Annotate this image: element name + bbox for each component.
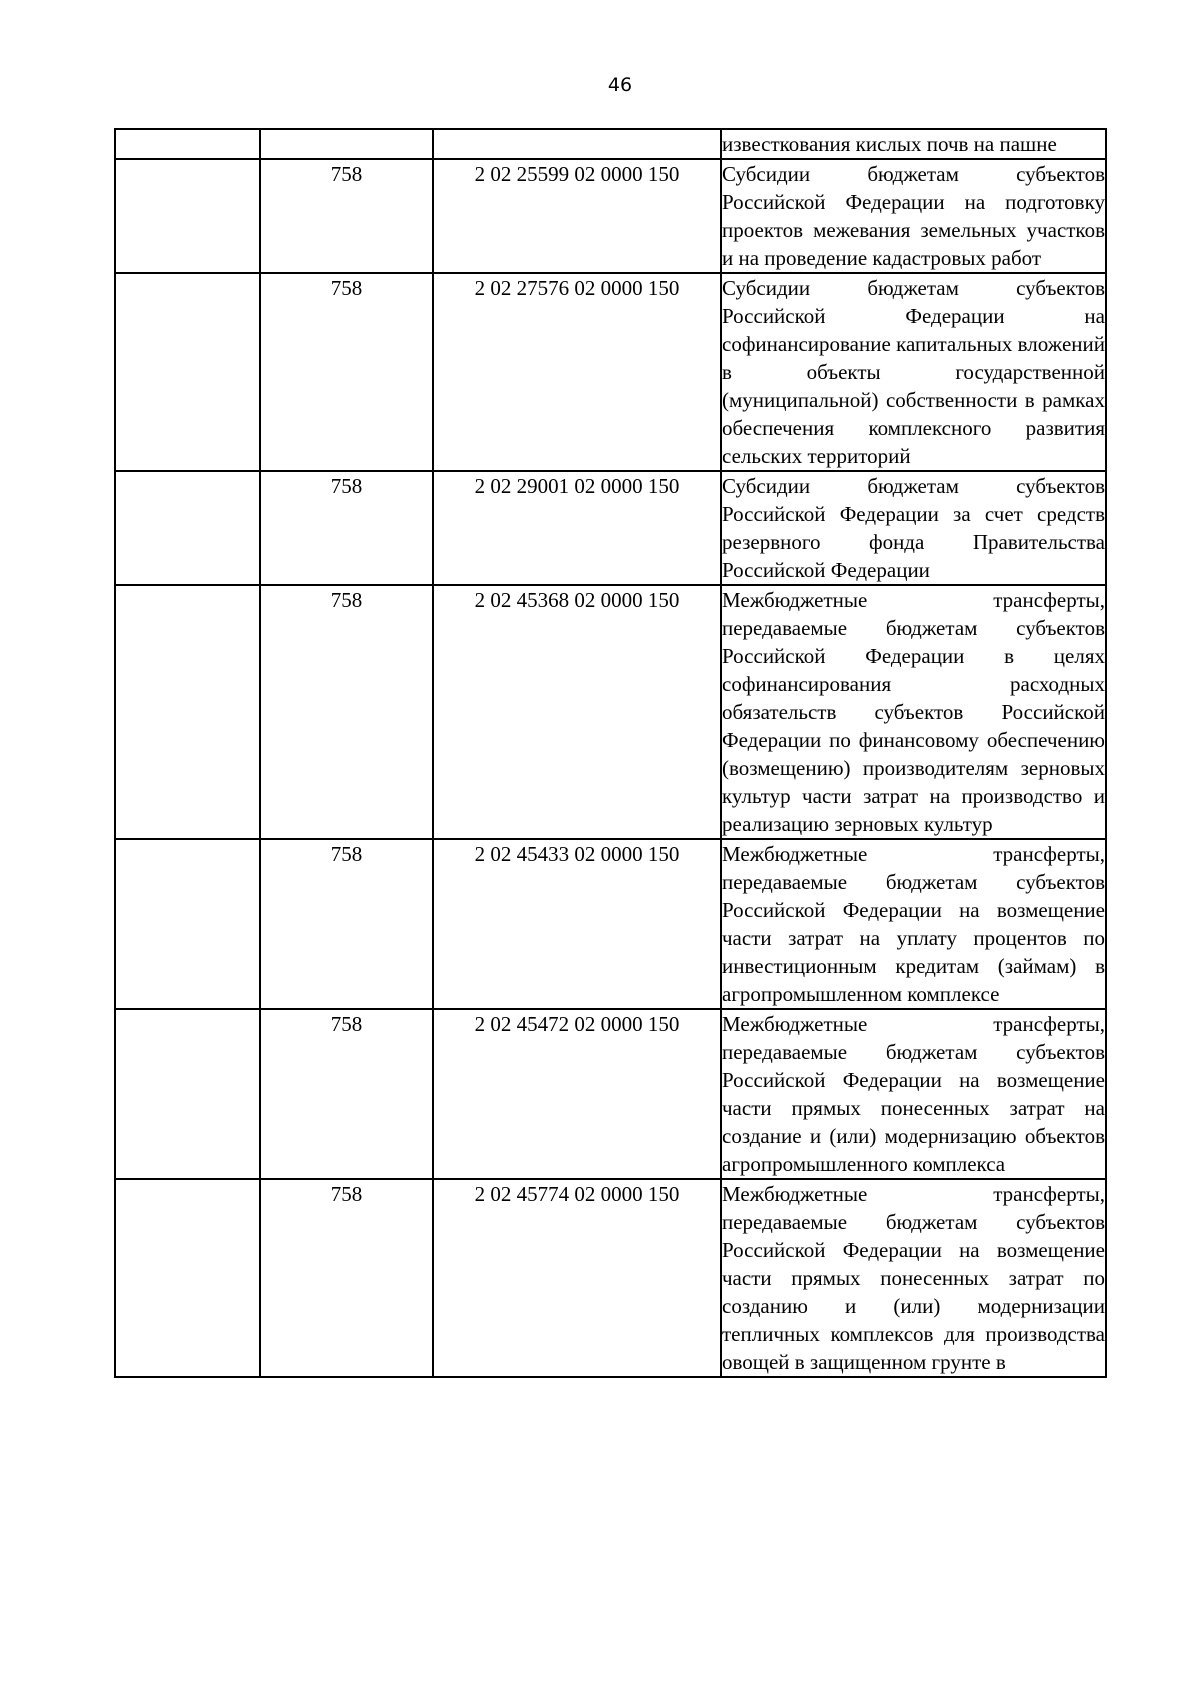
admin-code-cell: 758 <box>260 1009 433 1179</box>
admin-code-cell: 758 <box>260 471 433 585</box>
admin-code-cell: 758 <box>260 839 433 1009</box>
empty-cell <box>115 839 260 1009</box>
table-row <box>115 1179 1106 1377</box>
table-row-continuation <box>115 129 1106 159</box>
table-row <box>115 471 1106 585</box>
description-cell: Субсидии бюджетам субъектов Российской Федерации за счет средств резервного фонда Правительства Российской Федерации <box>721 471 1106 585</box>
admin-code-cell: 758 <box>260 585 433 839</box>
empty-cell <box>433 129 721 159</box>
empty-cell <box>115 471 260 585</box>
income-code-cell: 2 02 45472 02 0000 150 <box>433 1009 721 1179</box>
income-code-cell: 2 02 45368 02 0000 150 <box>433 585 721 839</box>
table-row <box>115 585 1106 839</box>
description-cell: Межбюджетные трансферты, передаваемые бюджетам субъектов Российской Федерации на возмещение части прямых понесенных затрат на создание и (или) модернизацию объектов агропромышленного комплекса <box>721 1009 1106 1179</box>
empty-cell <box>115 273 260 471</box>
admin-code-cell: 758 <box>260 273 433 471</box>
income-code-cell: 2 02 29001 02 0000 150 <box>433 471 721 585</box>
table-row <box>115 159 1106 273</box>
empty-cell <box>260 129 433 159</box>
empty-cell <box>115 159 260 273</box>
continuation-description: известкования кислых почв на пашне <box>721 129 1106 159</box>
description-cell: Субсидии бюджетам субъектов Российской Федерации на софинансирование капитальных вложений в объекты государственной (муниципальной) собственности в рамках обеспечения комплексного развития сельских территорий <box>721 273 1106 471</box>
income-codes-table <box>114 128 1107 1378</box>
description-cell: Межбюджетные трансферты, передаваемые бюджетам субъектов Российской Федерации на возмещение части прямых понесенных затрат по созданию и (или) модернизации тепличных комплексов для производства овощей в защищенном грунте в <box>721 1179 1106 1377</box>
admin-code-cell: 758 <box>260 1179 433 1377</box>
empty-cell <box>115 1009 260 1179</box>
admin-code-cell: 758 <box>260 159 433 273</box>
income-code-cell: 2 02 45433 02 0000 150 <box>433 839 721 1009</box>
empty-cell <box>115 585 260 839</box>
description-cell: Межбюджетные трансферты, передаваемые бюджетам субъектов Российской Федерации в целях софинансирования расходных обязательств субъектов Российской Федерации по финансовому обеспечению (возмещению) производителям зерновых культур части затрат на производство и реализацию зерновых культур <box>721 585 1106 839</box>
table-row <box>115 273 1106 471</box>
income-code-cell: 2 02 25599 02 0000 150 <box>433 159 721 273</box>
empty-cell <box>115 129 260 159</box>
description-cell: Субсидии бюджетам субъектов Российской Федерации на подготовку проектов межевания земельных участков и на проведение кадастровых работ <box>721 159 1106 273</box>
description-cell: Межбюджетные трансферты, передаваемые бюджетам субъектов Российской Федерации на возмещение части затрат на уплату процентов по инвестиционным кредитам (займам) в агропромышленном комплексе <box>721 839 1106 1009</box>
income-code-cell: 2 02 45774 02 0000 150 <box>433 1179 721 1377</box>
table-row <box>115 839 1106 1009</box>
empty-cell <box>115 1179 260 1377</box>
page-number: 46 <box>607 74 633 96</box>
income-code-cell: 2 02 27576 02 0000 150 <box>433 273 721 471</box>
table-row <box>115 1009 1106 1179</box>
